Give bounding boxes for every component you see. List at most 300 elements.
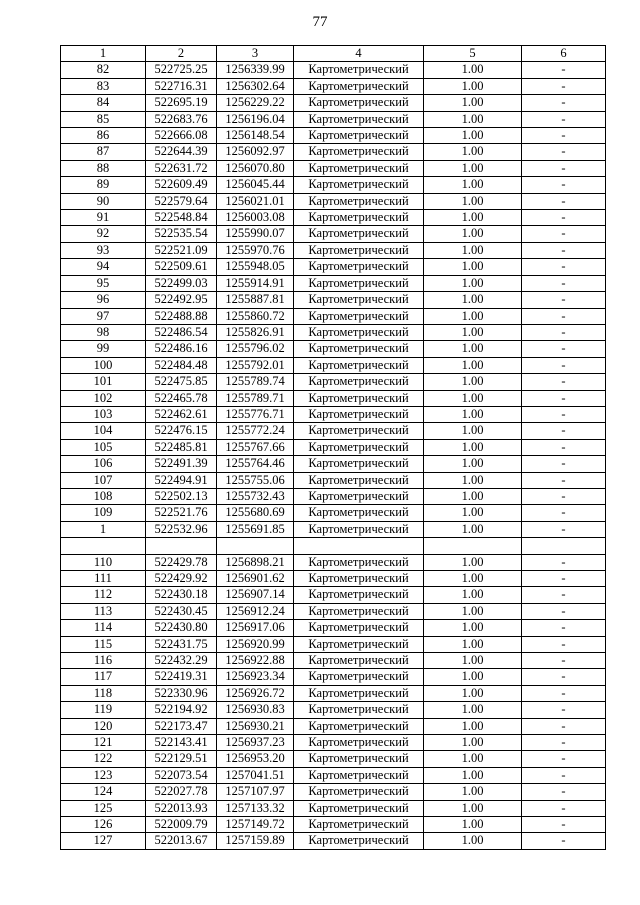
y-coordinate-cell: 1256907.14 xyxy=(217,587,294,603)
x-coordinate-cell: 522465.78 xyxy=(146,390,217,406)
table-row xyxy=(61,95,606,111)
note-cell: - xyxy=(522,144,606,160)
x-coordinate-cell: 522330.96 xyxy=(146,685,217,701)
x-coordinate-cell: 522521.09 xyxy=(146,242,217,258)
method-cell: Картометрический xyxy=(294,259,424,275)
method-cell: Картометрический xyxy=(294,735,424,751)
table-row xyxy=(61,177,606,193)
x-coordinate-cell: 522429.78 xyxy=(146,554,217,570)
point-number-cell: 119 xyxy=(61,702,146,718)
x-coordinate-cell: 522532.96 xyxy=(146,521,217,537)
y-coordinate-cell: 1255914.91 xyxy=(217,275,294,291)
table-row xyxy=(61,521,606,537)
point-number-cell: 97 xyxy=(61,308,146,324)
x-coordinate-cell: 522027.78 xyxy=(146,784,217,800)
table-row xyxy=(61,735,606,751)
x-coordinate-cell xyxy=(146,538,217,554)
accuracy-cell: 1.00 xyxy=(424,620,522,636)
point-number-cell: 100 xyxy=(61,357,146,373)
x-coordinate-cell: 522194.92 xyxy=(146,702,217,718)
note-cell: - xyxy=(522,95,606,111)
note-cell: - xyxy=(522,78,606,94)
accuracy-cell: 1.00 xyxy=(424,292,522,308)
point-number-cell: 110 xyxy=(61,554,146,570)
x-coordinate-cell: 522725.25 xyxy=(146,62,217,78)
table-body xyxy=(61,62,606,849)
accuracy-cell: 1.00 xyxy=(424,95,522,111)
table-row xyxy=(61,357,606,373)
accuracy-cell: 1.00 xyxy=(424,111,522,127)
note-cell: - xyxy=(522,505,606,521)
note-cell: - xyxy=(522,259,606,275)
accuracy-cell: 1.00 xyxy=(424,488,522,504)
x-coordinate-cell: 522609.49 xyxy=(146,177,217,193)
table-row xyxy=(61,800,606,816)
note-cell: - xyxy=(522,784,606,800)
point-number-cell: 123 xyxy=(61,767,146,783)
y-coordinate-cell: 1256045.44 xyxy=(217,177,294,193)
method-cell: Картометрический xyxy=(294,620,424,636)
note-cell: - xyxy=(522,341,606,357)
method-cell: Картометрический xyxy=(294,718,424,734)
note-cell xyxy=(522,538,606,554)
y-coordinate-cell: 1256339.99 xyxy=(217,62,294,78)
x-coordinate-cell: 522492.95 xyxy=(146,292,217,308)
note-cell: - xyxy=(522,620,606,636)
note-cell: - xyxy=(522,390,606,406)
method-cell: Картометрический xyxy=(294,160,424,176)
method-cell: Картометрический xyxy=(294,817,424,833)
note-cell: - xyxy=(522,456,606,472)
y-coordinate-cell: 1255796.02 xyxy=(217,341,294,357)
y-coordinate-cell: 1256070.80 xyxy=(217,160,294,176)
point-number-cell: 104 xyxy=(61,423,146,439)
y-coordinate-cell: 1255764.46 xyxy=(217,456,294,472)
point-number-cell: 112 xyxy=(61,587,146,603)
accuracy-cell: 1.00 xyxy=(424,505,522,521)
note-cell: - xyxy=(522,587,606,603)
accuracy-cell: 1.00 xyxy=(424,817,522,833)
note-cell: - xyxy=(522,210,606,226)
point-number-cell: 96 xyxy=(61,292,146,308)
point-number-cell: 1 xyxy=(61,521,146,537)
y-coordinate-cell: 1255789.71 xyxy=(217,390,294,406)
method-cell: Картометрический xyxy=(294,111,424,127)
y-coordinate-cell: 1256003.08 xyxy=(217,210,294,226)
accuracy-cell: 1.00 xyxy=(424,406,522,422)
note-cell: - xyxy=(522,767,606,783)
x-coordinate-cell: 522683.76 xyxy=(146,111,217,127)
x-coordinate-cell: 522431.75 xyxy=(146,636,217,652)
method-cell: Картометрический xyxy=(294,702,424,718)
y-coordinate-cell: 1257159.89 xyxy=(217,833,294,849)
note-cell: - xyxy=(522,111,606,127)
point-number-cell: 94 xyxy=(61,259,146,275)
method-cell: Картометрический xyxy=(294,472,424,488)
table-row xyxy=(61,472,606,488)
y-coordinate-cell: 1257133.32 xyxy=(217,800,294,816)
method-cell: Картометрический xyxy=(294,406,424,422)
x-coordinate-cell: 522716.31 xyxy=(146,78,217,94)
accuracy-cell: 1.00 xyxy=(424,341,522,357)
method-cell: Картометрический xyxy=(294,308,424,324)
accuracy-cell: 1.00 xyxy=(424,160,522,176)
page-number: 77 xyxy=(312,14,328,30)
method-cell: Картометрический xyxy=(294,95,424,111)
x-coordinate-cell: 522486.16 xyxy=(146,341,217,357)
coordinates-table xyxy=(60,45,606,850)
table-row xyxy=(61,505,606,521)
table-header-row xyxy=(61,46,606,62)
method-cell: Картометрический xyxy=(294,78,424,94)
accuracy-cell: 1.00 xyxy=(424,636,522,652)
y-coordinate-cell: 1256912.24 xyxy=(217,603,294,619)
x-coordinate-cell: 522430.80 xyxy=(146,620,217,636)
point-number-cell xyxy=(61,538,146,554)
point-number-cell: 106 xyxy=(61,456,146,472)
table-row xyxy=(61,751,606,767)
point-number-cell: 90 xyxy=(61,193,146,209)
accuracy-cell: 1.00 xyxy=(424,587,522,603)
accuracy-cell: 1.00 xyxy=(424,669,522,685)
table-row xyxy=(61,242,606,258)
table-row xyxy=(61,603,606,619)
method-cell: Картометрический xyxy=(294,570,424,586)
accuracy-cell: 1.00 xyxy=(424,751,522,767)
accuracy-cell: 1.00 xyxy=(424,308,522,324)
y-coordinate-cell: 1256926.72 xyxy=(217,685,294,701)
y-coordinate-cell: 1256901.62 xyxy=(217,570,294,586)
y-coordinate-cell: 1255772.24 xyxy=(217,423,294,439)
accuracy-cell: 1.00 xyxy=(424,456,522,472)
point-number-cell: 83 xyxy=(61,78,146,94)
x-coordinate-cell: 522521.76 xyxy=(146,505,217,521)
table-row xyxy=(61,636,606,652)
accuracy-cell: 1.00 xyxy=(424,78,522,94)
y-coordinate-cell: 1255948.05 xyxy=(217,259,294,275)
accuracy-cell: 1.00 xyxy=(424,702,522,718)
y-coordinate-cell: 1255860.72 xyxy=(217,308,294,324)
table-row xyxy=(61,784,606,800)
x-coordinate-cell: 522509.61 xyxy=(146,259,217,275)
point-number-cell: 120 xyxy=(61,718,146,734)
accuracy-cell: 1.00 xyxy=(424,242,522,258)
table-row xyxy=(61,308,606,324)
table-row xyxy=(61,144,606,160)
x-coordinate-cell: 522631.72 xyxy=(146,160,217,176)
table-row xyxy=(61,226,606,242)
y-coordinate-cell: 1256302.64 xyxy=(217,78,294,94)
accuracy-cell: 1.00 xyxy=(424,784,522,800)
table-row xyxy=(61,210,606,226)
note-cell: - xyxy=(522,817,606,833)
column-header: 3 xyxy=(217,46,294,62)
point-number-cell: 95 xyxy=(61,275,146,291)
accuracy-cell: 1.00 xyxy=(424,439,522,455)
accuracy-cell: 1.00 xyxy=(424,423,522,439)
accuracy-cell: 1.00 xyxy=(424,390,522,406)
note-cell: - xyxy=(522,406,606,422)
point-number-cell: 103 xyxy=(61,406,146,422)
point-number-cell: 117 xyxy=(61,669,146,685)
method-cell: Картометрический xyxy=(294,653,424,669)
y-coordinate-cell: 1257041.51 xyxy=(217,767,294,783)
y-coordinate-cell: 1255691.85 xyxy=(217,521,294,537)
point-number-cell: 82 xyxy=(61,62,146,78)
x-coordinate-cell: 522695.19 xyxy=(146,95,217,111)
note-cell: - xyxy=(522,308,606,324)
table-row xyxy=(61,62,606,78)
point-number-cell: 84 xyxy=(61,95,146,111)
point-number-cell: 127 xyxy=(61,833,146,849)
method-cell: Картометрический xyxy=(294,505,424,521)
method-cell: Картометрический xyxy=(294,439,424,455)
accuracy-cell: 1.00 xyxy=(424,554,522,570)
note-cell: - xyxy=(522,751,606,767)
point-number-cell: 109 xyxy=(61,505,146,521)
column-header: 1 xyxy=(61,46,146,62)
table-row xyxy=(61,767,606,783)
note-cell: - xyxy=(522,423,606,439)
note-cell: - xyxy=(522,800,606,816)
method-cell: Картометрический xyxy=(294,210,424,226)
table-row xyxy=(61,111,606,127)
note-cell: - xyxy=(522,292,606,308)
x-coordinate-cell: 522073.54 xyxy=(146,767,217,783)
column-header: 4 xyxy=(294,46,424,62)
x-coordinate-cell: 522486.54 xyxy=(146,324,217,340)
y-coordinate-cell: 1255755.06 xyxy=(217,472,294,488)
x-coordinate-cell: 522419.31 xyxy=(146,669,217,685)
point-number-cell: 116 xyxy=(61,653,146,669)
accuracy-cell: 1.00 xyxy=(424,259,522,275)
method-cell: Картометрический xyxy=(294,390,424,406)
x-coordinate-cell: 522009.79 xyxy=(146,817,217,833)
x-coordinate-cell: 522129.51 xyxy=(146,751,217,767)
note-cell: - xyxy=(522,357,606,373)
accuracy-cell: 1.00 xyxy=(424,193,522,209)
method-cell: Картометрический xyxy=(294,423,424,439)
point-number-cell: 114 xyxy=(61,620,146,636)
table-row xyxy=(61,128,606,144)
x-coordinate-cell: 522484.48 xyxy=(146,357,217,373)
accuracy-cell: 1.00 xyxy=(424,767,522,783)
y-coordinate-cell: 1256930.21 xyxy=(217,718,294,734)
method-cell: Картометрический xyxy=(294,128,424,144)
method-cell: Картометрический xyxy=(294,833,424,849)
point-number-cell: 113 xyxy=(61,603,146,619)
point-number-cell: 88 xyxy=(61,160,146,176)
x-coordinate-cell: 522485.81 xyxy=(146,439,217,455)
y-coordinate-cell: 1256920.99 xyxy=(217,636,294,652)
table-row xyxy=(61,292,606,308)
x-coordinate-cell: 522429.92 xyxy=(146,570,217,586)
note-cell: - xyxy=(522,439,606,455)
note-cell: - xyxy=(522,735,606,751)
x-coordinate-cell: 522430.18 xyxy=(146,587,217,603)
table-row xyxy=(61,456,606,472)
method-cell: Картометрический xyxy=(294,784,424,800)
y-coordinate-cell: 1256021.01 xyxy=(217,193,294,209)
table-row xyxy=(61,488,606,504)
method-cell: Картометрический xyxy=(294,357,424,373)
point-number-cell: 121 xyxy=(61,735,146,751)
point-number-cell: 98 xyxy=(61,324,146,340)
x-coordinate-cell: 522432.29 xyxy=(146,653,217,669)
table-row xyxy=(61,554,606,570)
method-cell: Картометрический xyxy=(294,292,424,308)
table-row xyxy=(61,718,606,734)
method-cell: Картометрический xyxy=(294,62,424,78)
x-coordinate-cell: 522494.91 xyxy=(146,472,217,488)
y-coordinate-cell: 1255776.71 xyxy=(217,406,294,422)
note-cell: - xyxy=(522,603,606,619)
y-coordinate-cell: 1256922.88 xyxy=(217,653,294,669)
y-coordinate-cell: 1255990.07 xyxy=(217,226,294,242)
note-cell: - xyxy=(522,193,606,209)
x-coordinate-cell: 522430.45 xyxy=(146,603,217,619)
table-row xyxy=(61,406,606,422)
x-coordinate-cell: 522476.15 xyxy=(146,423,217,439)
point-number-cell: 108 xyxy=(61,488,146,504)
point-number-cell: 93 xyxy=(61,242,146,258)
y-coordinate-cell: 1255826.91 xyxy=(217,324,294,340)
table-row xyxy=(61,341,606,357)
accuracy-cell: 1.00 xyxy=(424,653,522,669)
table-row xyxy=(61,390,606,406)
y-coordinate-cell: 1256092.97 xyxy=(217,144,294,160)
accuracy-cell xyxy=(424,538,522,554)
method-cell: Картометрический xyxy=(294,456,424,472)
y-coordinate-cell: 1257149.72 xyxy=(217,817,294,833)
table-row xyxy=(61,587,606,603)
y-coordinate-cell: 1255680.69 xyxy=(217,505,294,521)
accuracy-cell: 1.00 xyxy=(424,603,522,619)
table-row xyxy=(61,324,606,340)
accuracy-cell: 1.00 xyxy=(424,570,522,586)
note-cell: - xyxy=(522,160,606,176)
y-coordinate-cell: 1255732.43 xyxy=(217,488,294,504)
x-coordinate-cell: 522499.03 xyxy=(146,275,217,291)
accuracy-cell: 1.00 xyxy=(424,718,522,734)
table-row xyxy=(61,193,606,209)
x-coordinate-cell: 522644.39 xyxy=(146,144,217,160)
method-cell: Картометрический xyxy=(294,488,424,504)
method-cell: Картометрический xyxy=(294,603,424,619)
method-cell: Картометрический xyxy=(294,374,424,390)
note-cell: - xyxy=(522,62,606,78)
x-coordinate-cell: 522579.64 xyxy=(146,193,217,209)
point-number-cell: 107 xyxy=(61,472,146,488)
point-number-cell: 122 xyxy=(61,751,146,767)
note-cell: - xyxy=(522,226,606,242)
y-coordinate-cell: 1256229.22 xyxy=(217,95,294,111)
point-number-cell: 85 xyxy=(61,111,146,127)
method-cell: Картометрический xyxy=(294,193,424,209)
method-cell: Картометрический xyxy=(294,521,424,537)
table-row xyxy=(61,374,606,390)
method-cell: Картометрический xyxy=(294,341,424,357)
method-cell xyxy=(294,538,424,554)
note-cell: - xyxy=(522,374,606,390)
table-row xyxy=(61,685,606,701)
table-row xyxy=(61,833,606,849)
method-cell: Картометрический xyxy=(294,177,424,193)
accuracy-cell: 1.00 xyxy=(424,210,522,226)
x-coordinate-cell: 522013.67 xyxy=(146,833,217,849)
y-coordinate-cell xyxy=(217,538,294,554)
note-cell: - xyxy=(522,242,606,258)
note-cell: - xyxy=(522,702,606,718)
method-cell: Картометрический xyxy=(294,669,424,685)
x-coordinate-cell: 522143.41 xyxy=(146,735,217,751)
note-cell: - xyxy=(522,636,606,652)
point-number-cell: 86 xyxy=(61,128,146,144)
note-cell: - xyxy=(522,653,606,669)
x-coordinate-cell: 522488.88 xyxy=(146,308,217,324)
x-coordinate-cell: 522013.93 xyxy=(146,800,217,816)
method-cell: Картометрический xyxy=(294,275,424,291)
accuracy-cell: 1.00 xyxy=(424,226,522,242)
x-coordinate-cell: 522462.61 xyxy=(146,406,217,422)
note-cell: - xyxy=(522,570,606,586)
note-cell: - xyxy=(522,488,606,504)
accuracy-cell: 1.00 xyxy=(424,521,522,537)
point-number-cell: 118 xyxy=(61,685,146,701)
y-coordinate-cell: 1255767.66 xyxy=(217,439,294,455)
note-cell: - xyxy=(522,177,606,193)
y-coordinate-cell: 1256937.23 xyxy=(217,735,294,751)
method-cell: Картометрический xyxy=(294,751,424,767)
point-number-cell: 101 xyxy=(61,374,146,390)
note-cell: - xyxy=(522,554,606,570)
column-header: 2 xyxy=(146,46,217,62)
table-row xyxy=(61,538,606,554)
table-row xyxy=(61,570,606,586)
point-number-cell: 92 xyxy=(61,226,146,242)
table-row xyxy=(61,78,606,94)
accuracy-cell: 1.00 xyxy=(424,275,522,291)
accuracy-cell: 1.00 xyxy=(424,472,522,488)
table-row xyxy=(61,817,606,833)
y-coordinate-cell: 1256923.34 xyxy=(217,669,294,685)
note-cell: - xyxy=(522,275,606,291)
note-cell: - xyxy=(522,833,606,849)
method-cell: Картометрический xyxy=(294,242,424,258)
table-row xyxy=(61,439,606,455)
y-coordinate-cell: 1255792.01 xyxy=(217,357,294,373)
note-cell: - xyxy=(522,472,606,488)
table-row xyxy=(61,275,606,291)
x-coordinate-cell: 522491.39 xyxy=(146,456,217,472)
y-coordinate-cell: 1256196.04 xyxy=(217,111,294,127)
point-number-cell: 125 xyxy=(61,800,146,816)
accuracy-cell: 1.00 xyxy=(424,128,522,144)
point-number-cell: 105 xyxy=(61,439,146,455)
method-cell: Картометрический xyxy=(294,767,424,783)
point-number-cell: 124 xyxy=(61,784,146,800)
accuracy-cell: 1.00 xyxy=(424,177,522,193)
method-cell: Картометрический xyxy=(294,226,424,242)
point-number-cell: 111 xyxy=(61,570,146,586)
point-number-cell: 91 xyxy=(61,210,146,226)
note-cell: - xyxy=(522,718,606,734)
point-number-cell: 87 xyxy=(61,144,146,160)
x-coordinate-cell: 522502.13 xyxy=(146,488,217,504)
accuracy-cell: 1.00 xyxy=(424,685,522,701)
y-coordinate-cell: 1256898.21 xyxy=(217,554,294,570)
method-cell: Картометрический xyxy=(294,587,424,603)
